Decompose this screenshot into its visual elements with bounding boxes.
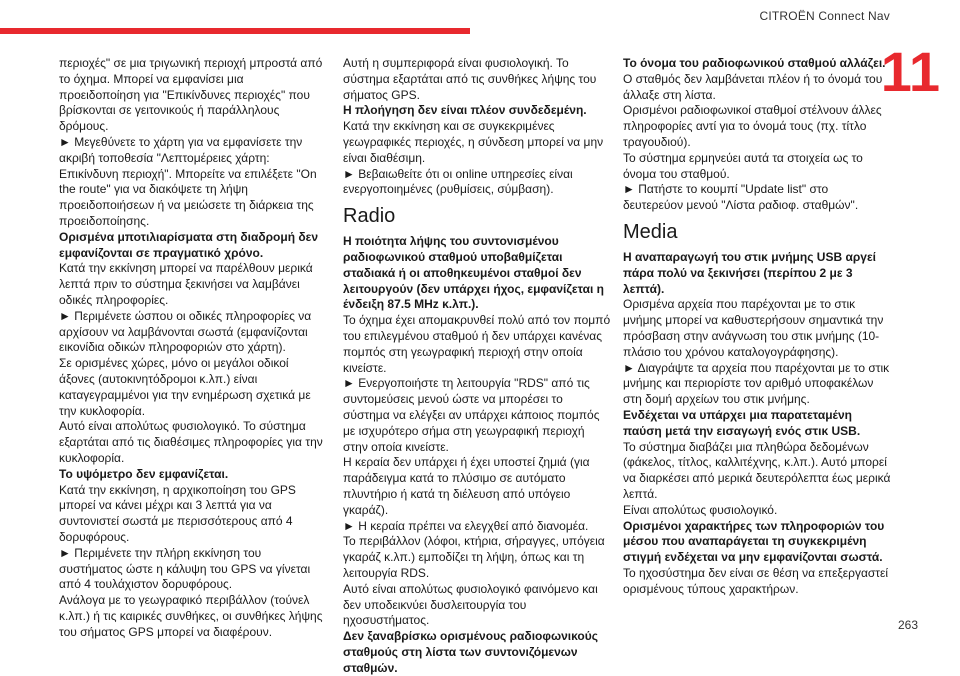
section-heading: Media: [623, 220, 678, 243]
paragraph: ► Βεβαιωθείτε ότι οι online υπηρεσίες είναι ενεργοποιημένες (ρυθμίσεις, σύμβαση).: [343, 166, 573, 197]
paragraph: ► Μεγεθύνετε το χάρτη για να εμφανίσετε την ακριβή τοποθεσία "Λεπτομέρειες χάρτη: Επικίνδυνη περιοχή". Μπορείτε να επιλέξετε "On the route" για να διακόψετε τη λήψη προειδοποιήσεων ή να μειώσετε τη διάρκεια της προειδοποίησης.: [59, 134, 317, 228]
paragraph: Ανάλογα με το γεωγραφικό περιβάλλον (τούνελ κ.λπ.) ή τις καιρικές συνθήκες, οι συνθήκες λήψης του σήματος GPS μπορεί να διαφέρουν.: [59, 593, 323, 639]
paragraph: Είναι απολύτως φυσιολογικό.: [623, 502, 778, 517]
section-heading: Radio: [343, 205, 396, 228]
header-accent-bar: [0, 28, 470, 34]
bold-question: Το υψόμετρο δεν εμφανίζεται.: [59, 466, 229, 481]
paragraph: περιοχές" σε μια τριγωνική περιοχή μπροστά από το όχημα. Μπορεί να εμφανίσει μια προειδοποίηση για "Επικίνδυνες περιοχές" που βρίσκονται σε γειτονικούς ή παράλληλους δρόμους.: [59, 56, 323, 134]
paragraph: Ορισμένα αρχεία που παρέχονται με το στικ μνήμης μπορεί να καθυστερήσουν σημαντικά την πρόσβαση στην ανάγνωση του στικ μνήμης (10-πλάσιο του χρόνου καταλογογράφησης).: [623, 297, 884, 359]
paragraph: Το σύστημα διαβάζει μια πληθώρα δεδομένων (φάκελος, τίτλος, καλλιτέχνης, κ.λπ.). Αυτό μπορεί να διαρκέσει από μερικά δευτερόλεπτα έως μερικά λεπτά.: [623, 439, 891, 501]
bold-question: Το όνομα του ραδιοφωνικού σταθμού αλλάζει.: [623, 56, 886, 70]
paragraph: ► Διαγράψτε τα αρχεία που παρέχονται με το στικ μνήμης και περιορίστε τον αριθμό υποφακέλων στη δομή αρχείων του στικ μνήμης.: [623, 360, 890, 407]
paragraph: Κατά την εκκίνηση, η αρχικοποίηση του GPS μπορεί να κάνει μέχρι και 3 λεπτά για να συντονιστεί σωστά με περισσότερους από 4 δορυφόρους.: [59, 482, 296, 544]
bold-question: Δεν ξαναβρίσκω ορισμένους ραδιοφωνικούς σταθμούς στη λίστα των συντονιζόμενων σταθμών.: [343, 629, 598, 675]
bold-question: Η ποιότητα λήψης του συντονισμένου ραδιοφωνικού σταθμού υποβαθμίζεται σταδιακά ή οι αποθηκευμένοι σταθμοί δεν λειτουργούν (δεν υπάρχει ήχος, εμφανίζεται η ένδειξη 87.5 MHz κ.λπ.).: [343, 234, 605, 312]
paragraph: Το περιβάλλον (λόφοι, κτήρια, σήραγγες, υπόγεια γκαράζ κ.λπ.) εμποδίζει τη λήψη, όπως και τη λειτουργία RDS.: [343, 534, 605, 580]
text-column-3: [623, 56, 891, 598]
paragraph: Κατά την εκκίνηση μπορεί να παρέλθουν μερικά λεπτά πριν το σύστημα ξεκινήσει να λαμβάνει οδικές πληροφορίες.: [59, 261, 313, 307]
page-number: 263: [897, 618, 918, 632]
paragraph: Το σύστημα ερμηνεύει αυτά τα στοιχεία ως το όνομα του σταθμού.: [623, 150, 863, 181]
paragraph: Αυτή η συμπεριφορά είναι φυσιολογική. Το σύστημα εξαρτάται από τις συνθήκες λήψης του σήματος GPS.: [343, 56, 597, 102]
paragraph: Το όχημα έχει απομακρυνθεί πολύ από τον πομπό του επιλεγμένου σταθμού ή δεν υπάρχει κανένας πομπός στη γεωγραφική περιοχή στην οποία κινείστε.: [343, 313, 611, 375]
text-column-2: [343, 56, 611, 676]
chapter-number: 11: [880, 40, 940, 103]
paragraph: ► Η κεραία πρέπει να ελεγχθεί από διανομέα.: [343, 518, 589, 533]
paragraph: Ο σταθμός δεν λαμβάνεται πλέον ή το όνομά του άλλαξε στη λίστα.: [623, 71, 883, 102]
bold-question: Ορισμένοι χαρακτήρες των πληροφοριών του μέσου που αναπαράγεται τη συγκεκριμένη στιγμή ενδέχεται να μην εμφανίζονται σωστά.: [623, 518, 885, 565]
paragraph: ► Ενεργοποιήστε τη λειτουργία "RDS" από τις συντομεύσεις μενού ώστε να μπορέσει το σύστημα να ελέγξει αν υπάρχει κάποιος πομπός με ισχυρότερο σήμα στη γεωγραφική περιοχή στην οποία κινείστε.: [343, 376, 600, 454]
header-title: CITROËN Connect Nav: [759, 9, 890, 23]
bold-question: Η αναπαραγωγή του στικ μνήμης USB αργεί πάρα πολύ να ξεκινήσει (περίπου 2 με 3 λεπτά).: [623, 249, 876, 296]
paragraph: ► Πατήστε το κουμπί "Update list" στο δευτερεύον μενού "Λίστα ραδιοφ. σταθμών".: [623, 182, 859, 213]
bold-question: Ενδέχεται να υπάρχει μια παρατεταμένη παύση μετά την εισαγωγή ενός στικ USB.: [623, 407, 861, 438]
paragraph: Η κεραία δεν υπάρχει ή έχει υποστεί ζημιά (για παράδειγμα κατά το πλύσιμο σε αυτόματο πλυντήριο ή κατά τη διέλευση από υπόγειο γκαράζ).: [343, 455, 590, 517]
paragraph: Αυτό είναι απολύτως φυσιολογικό φαινόμενο και δεν υποδεικνύει δυσλειτουργία του ηχοσυστήματος.: [343, 581, 598, 628]
bold-question: Η πλοήγηση δεν είναι πλέον συνδεδεμένη.: [343, 103, 587, 118]
paragraph: ► Περιμένετε την πλήρη εκκίνηση του συστήματος ώστε η κάλυψη του GPS να γίνεται από 4 τουλάχιστον δορυφόρους.: [59, 545, 311, 592]
paragraph: Αυτό είναι απολύτως φυσιολογικό. Το σύστημα εξαρτάται από τις διαθέσιμες πληροφορίες για την κυκλοφορία.: [59, 419, 323, 465]
paragraph: Το ηχοσύστημα δεν είναι σε θέση να επεξεργαστεί ορισμένους τύπους χαρακτήρων.: [623, 565, 889, 596]
paragraph: ► Περιμένετε ώσπου οι οδικές πληροφορίες να αρχίσουν να λαμβάνονται σωστά (εμφανίζονται εικονίδια οδικών πληροφοριών στο χάρτη).: [59, 308, 312, 355]
paragraph: Ορισμένοι ραδιοφωνικοί σταθμοί στέλνουν άλλες πληροφορίες αντί για το όνομά τους (πχ. τίτλο τραγουδιού).: [623, 103, 882, 149]
paragraph: Κατά την εκκίνηση και σε συγκεκριμένες γεωγραφικές περιοχές, η σύνδεση μπορεί να μην είναι διαθέσιμη.: [343, 119, 604, 165]
paragraph: Σε ορισμένες χώρες, μόνο οι μεγάλοι οδικοί άξονες (αυτοκινητόδρομοι κ.λπ.) είναι καταγεγραμμένοι για την ενημέρωση σχετικά με την κυκλοφορία.: [59, 356, 311, 418]
text-column-1: [59, 56, 327, 640]
bold-question: Ορισμένα μποτιλιαρίσματα στη διαδρομή δεν εμφανίζονται σε πραγματικό χρόνο.: [59, 229, 319, 260]
